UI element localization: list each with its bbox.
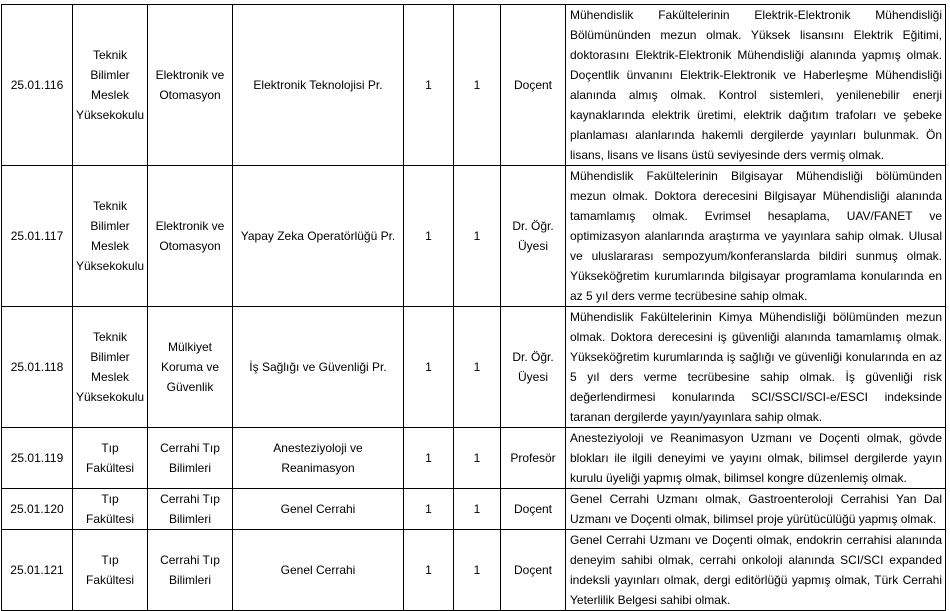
position-code: 25.01.119 [2, 428, 73, 489]
unit-name: Tıp Fakültesi [73, 489, 148, 530]
count-2: 1 [454, 530, 501, 611]
position-code: 25.01.121 [2, 530, 73, 611]
count-1: 1 [404, 428, 454, 489]
position-code: 25.01.118 [2, 307, 73, 428]
department-name: Cerrahi Tıp Bilimleri [148, 530, 233, 611]
count-1: 1 [404, 5, 454, 166]
program-name: Anesteziyoloji ve Reanimasyon [233, 428, 404, 489]
requirements-text: Mühendislik Fakültelerinin Kimya Mühendisliği bölümünden mezun olmak. Doktora derecesini iş güvenliği alanında tamamlamış olmak. Yükseköğretim kurumlarında iş sağlığı ve güvenliği konularında en az 5 yıl ders verme tecrübesine sahip olmak. İş güvenliği risk değerlendirmesi konularında SCI/SSCI/SCI-e/ESCI indeksinde taranan dergilerde yayın/yayınlara sahip olmak. [566, 307, 946, 428]
count-2: 1 [454, 307, 501, 428]
table-row [2, 166, 946, 307]
unit-name: Teknik Bilimler Meslek Yüksekokulu [73, 166, 148, 307]
program-name: Genel Cerrahi [233, 530, 404, 611]
requirements-text: Genel Cerrahi Uzmanı ve Doçenti olmak, endokrin cerrahisi alanında deneyim sahibi olmak, cerrahi onkoloji alanında SCI/SCI expanded indeksli yayınları olmak, dergi editörlüğü yapmış olmak, Türk Cerrahi Yeterlilik Belgesi sahibi olmak. [566, 530, 946, 611]
unit-name: Teknik Bilimler Meslek Yüksekokulu [73, 307, 148, 428]
academic-title: Doçent [501, 489, 566, 530]
department-name: Cerrahi Tıp Bilimleri [148, 428, 233, 489]
table-row [2, 530, 946, 611]
position-code: 25.01.120 [2, 489, 73, 530]
program-name: Yapay Zeka Operatörlüğü Pr. [233, 166, 404, 307]
position-code: 25.01.116 [2, 5, 73, 166]
requirements-text: Mühendislik Fakültelerinin Elektrik-Elektronik Mühendisliği Bölümününden mezun olmak. Yüksek lisansını Elektrik Eğitimi, doktorasını Elektrik-Elektronik Mühendisliği alanında yapmış olmak. Doçentlik ünvanını Elektrik-Elektronik ve Haberleşme Mühendisliği alanında almış olmak. Kontrol sistemleri, yenilenebilir enerji kaynaklarında elektrik üretimi, elektrik dağıtım trafoları ve şebeke planlaması alanlarında hakemli dergilerde yayınları bulunmak. Ön lisans, lisans ve lisans üstü seviyesinde ders vermiş olmak. [566, 5, 946, 166]
program-name: Genel Cerrahi [233, 489, 404, 530]
count-2: 1 [454, 166, 501, 307]
table-row [2, 428, 946, 489]
academic-title: Doçent [501, 5, 566, 166]
department-name: Mülkiyet Koruma ve Güvenlik [148, 307, 233, 428]
academic-title: Dr. Öğr. Üyesi [501, 166, 566, 307]
unit-name: Tıp Fakültesi [73, 530, 148, 611]
count-2: 1 [454, 428, 501, 489]
count-1: 1 [404, 489, 454, 530]
department-name: Elektronik ve Otomasyon [148, 166, 233, 307]
academic-title: Doçent [501, 530, 566, 611]
table-row [2, 5, 946, 166]
requirements-text: Mühendislik Fakültelerinin Bilgisayar Mühendisliği bölümünden mezun olmak. Doktora derecesini Bilgisayar Mühendisliği alanında tamamlamış olmak. Evrimsel hesaplama, UAV/FANET ve optimizasyon alanlarında araştırma ve yayınlara sahip olmak. Ulusal ve uluslararası sempozyum/konferanslarda bildiri sunmuş olmak. Yükseköğretim kurumlarında bilgisayar programlama konularında en az 5 yıl ders verme tecrübesine sahip olmak. [566, 166, 946, 307]
program-name: Elektronik Teknolojisi Pr. [233, 5, 404, 166]
department-name: Cerrahi Tıp Bilimleri [148, 489, 233, 530]
count-1: 1 [404, 530, 454, 611]
department-name: Elektronik ve Otomasyon [148, 5, 233, 166]
count-2: 1 [454, 489, 501, 530]
count-1: 1 [404, 307, 454, 428]
academic-title: Dr. Öğr. Üyesi [501, 307, 566, 428]
program-name: İş Sağlığı ve Güvenliği Pr. [233, 307, 404, 428]
unit-name: Tıp Fakültesi [73, 428, 148, 489]
position-code: 25.01.117 [2, 166, 73, 307]
table-row [2, 307, 946, 428]
requirements-text: Anesteziyoloji ve Reanimasyon Uzmanı ve Doçenti olmak, gövde blokları ile ilgili deneyimi ve yayını olmak, bilimsel dergilerde yayın kurulu üyeliği yapmış olmak, bilimsel kongre düzenlemiş olmak. [566, 428, 946, 489]
count-1: 1 [404, 166, 454, 307]
document-page [1, 4, 946, 611]
academic-title: Profesör [501, 428, 566, 489]
count-2: 1 [454, 5, 501, 166]
requirements-text: Genel Cerrahi Uzmanı olmak, Gastroenteroloji Cerrahisi Yan Dal Uzmanı ve Doçenti olmak, bilimsel proje yürütücülüğü yapmış olmak. [566, 489, 946, 530]
unit-name: Teknik Bilimler Meslek Yüksekokulu [73, 5, 148, 166]
positions-table [1, 4, 946, 611]
table-row [2, 489, 946, 530]
